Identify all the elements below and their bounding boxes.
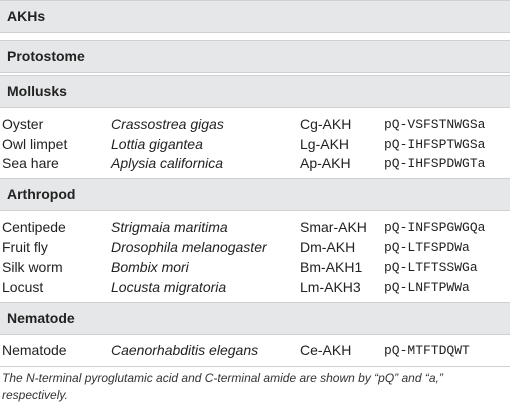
species-name: Caenorhabditis elegans [111, 342, 259, 358]
peptide-sequence: pQ-IHFSPDWGTa [384, 156, 486, 171]
species-name: Drosophila melanogaster [111, 239, 267, 255]
peptide-name: Bm-AKH1 [300, 259, 363, 275]
group-header-arthropod [0, 178, 510, 211]
group-label-mollusks: Mollusks [7, 83, 67, 99]
species-name: Locusta migratoria [111, 279, 227, 295]
peptide-sequence: pQ-MTFTDQWT [384, 343, 470, 358]
common-name: Silk worm [2, 259, 63, 275]
table-bottom-rule [0, 366, 510, 367]
peptide-sequence: pQ-LNFTPWWa [384, 280, 470, 295]
group-header-mollusks [0, 75, 510, 108]
peptide-name: Smar-AKH [300, 219, 367, 235]
common-name: Nematode [2, 342, 67, 358]
peptide-name: Ap-AKH [300, 155, 351, 171]
peptide-sequence: pQ-IHFSPTWGSa [384, 137, 486, 152]
peptide-sequence: pQ-INFSPGWGQa [384, 220, 486, 235]
species-name: Crassostrea gigas [111, 116, 224, 132]
peptide-name: Lg-AKH [300, 136, 350, 152]
peptide-sequence: pQ-LTFTSSWGa [384, 260, 478, 275]
table-row-silk-worm [0, 258, 510, 278]
species-name: Strigmaia maritima [111, 219, 228, 235]
peptide-name: Dm-AKH [300, 239, 356, 255]
group-label-arthropod: Arthropod [7, 186, 76, 202]
common-name: Oyster [2, 116, 44, 132]
species-name: Aplysia californica [111, 155, 224, 171]
table-row-nematode [0, 341, 510, 361]
table-row-locust [0, 278, 510, 298]
table-row-centipede [0, 218, 510, 238]
peptide-name: Lm-AKH3 [300, 279, 361, 295]
common-name: Owl limpet [2, 136, 68, 152]
table-row-sea-hare [0, 154, 510, 174]
common-name: Sea hare [2, 155, 59, 171]
table-footnote: The N-terminal pyroglutamic acid and C-terminal amide are shown by “pQ” and “a,” respectively. [2, 371, 443, 402]
peptide-sequence: pQ-LTFSPDWa [384, 240, 470, 255]
peptide-name: Cg-AKH [300, 116, 352, 132]
common-name: Fruit fly [2, 239, 48, 255]
group-label-nematode: Nematode [7, 310, 75, 326]
section-label-protostome: Protostome [7, 48, 85, 64]
table-row-oyster [0, 115, 510, 135]
species-name: Bombix mori [111, 259, 189, 275]
table-header-akhs [0, 0, 510, 33]
common-name: Locust [2, 279, 44, 295]
table-row-owl-limpet [0, 135, 510, 155]
peptide-name: Ce-AKH [300, 342, 352, 358]
group-header-nematode [0, 302, 510, 335]
peptide-sequence: pQ-VSFSTNWGSa [384, 117, 486, 132]
common-name: Centipede [2, 219, 66, 235]
section-header-protostome [0, 40, 510, 73]
header-akhs-label: AKHs [7, 8, 46, 24]
species-name: Lottia gigantea [111, 136, 203, 152]
table-row-fruit-fly [0, 238, 510, 258]
